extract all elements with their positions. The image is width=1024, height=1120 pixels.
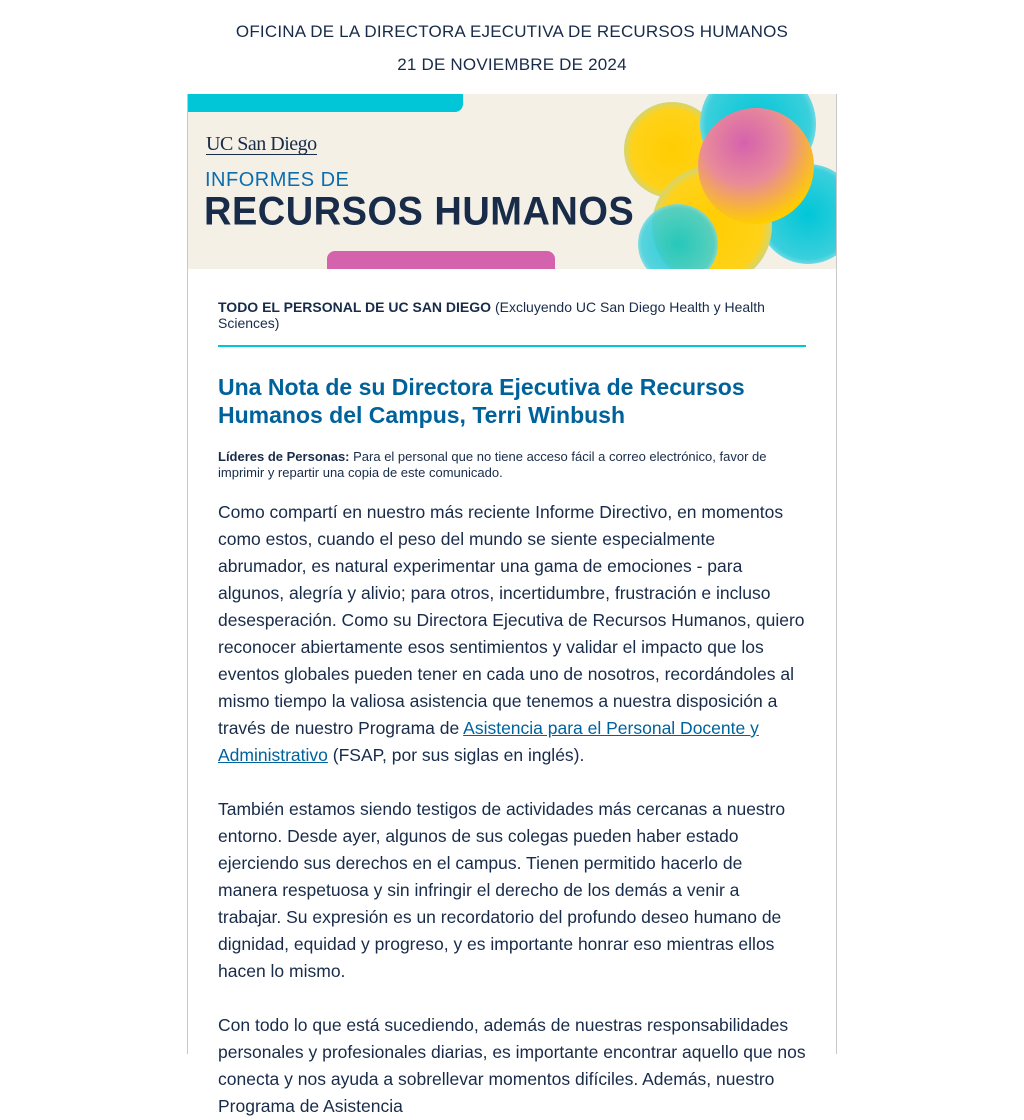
office-title: OFICINA DE LA DIRECTORA EJECUTIVA DE RECURSOS HUMANOS [235,22,789,41]
banner-title: RECURSOS HUMANOS [204,190,635,235]
leaders-note [218,449,806,481]
audience-note: (Excluyendo UC San Diego Health y Health Sciences) [218,299,765,331]
banner-cyan-tab [188,94,463,112]
paragraph-1-tail: (FSAP, por sus siglas en inglés). [327,745,585,765]
uc-san-diego-logo: UC San Diego [206,133,317,155]
audience-line [218,299,806,347]
body-paragraph-3: Con todo lo que está sucediendo, además de nuestras responsabilidades personales y profesionales diarias, es importante encontrar aquello que nos conecta y nos ayuda a sobrellevar momentos difíciles. Además, nuestro Programa de Asistencia [218,1015,806,1116]
leaders-label: Líderes de Personas: [218,449,350,464]
body-paragraph-1 [218,499,806,769]
newsletter-banner [188,94,836,269]
fsap-link[interactable]: Asistencia para el Personal Docente y Administrativo [218,718,759,765]
paragraph-1-text: Como compartí en nuestro más reciente Informe Directivo, en momentos como estos, cuando el peso del mundo se siente especialmente abrumador, es natural experimentar una gama de emociones - para algunos, alegría y alivio; para otros, incertidumbre, frustración e incluso desesperación. Como su Directora Ejecutiva de Recursos Humanos, quiero reconocer abiertamente esos sentimientos y validar el impacto que los eventos globales pueden tener en cada uno de nosotros, recordándoles al mismo tiempo la valiosa asistencia que tenemos a nuestra disposición a través de nuestro Programa de [218,502,805,738]
leaders-text: Para el personal que no tiene acceso fácil a correo electrónico, favor de imprimir y repartir una copia de este comunicado. [218,449,767,480]
banner-pink-tab [327,251,555,269]
circle-magenta-center [698,108,814,224]
banner-subtitle: INFORMES DE [205,169,350,191]
body-paragraph-2: También estamos siendo testigos de actividades más cercanas a nuestro entorno. Desde ayer, algunos de sus colegas pueden haber estado ejerciendo sus derechos en el campus. Tienen permitido hacerlo de manera respetuosa y sin infringir el derecho de los demás a venir a trabajar. Su expresión es un recordatorio del profundo deseo humano de dignidad, equidad y progreso, y es importante honrar eso mientras ellos hacen lo mismo. [218,799,786,981]
newsletter-content [188,299,836,1120]
newsletter-card [187,94,837,1116]
audience-label: TODO EL PERSONAL DE UC SAN DIEGO [218,299,492,315]
issue-date: 21 DE NOVIEMBRE DE 2024 [397,55,627,74]
article-headline: Una Nota de su Directora Ejecutiva de Recursos Humanos del Campus, Terri Winbush [218,374,745,428]
banner-circles-graphic [608,94,836,269]
